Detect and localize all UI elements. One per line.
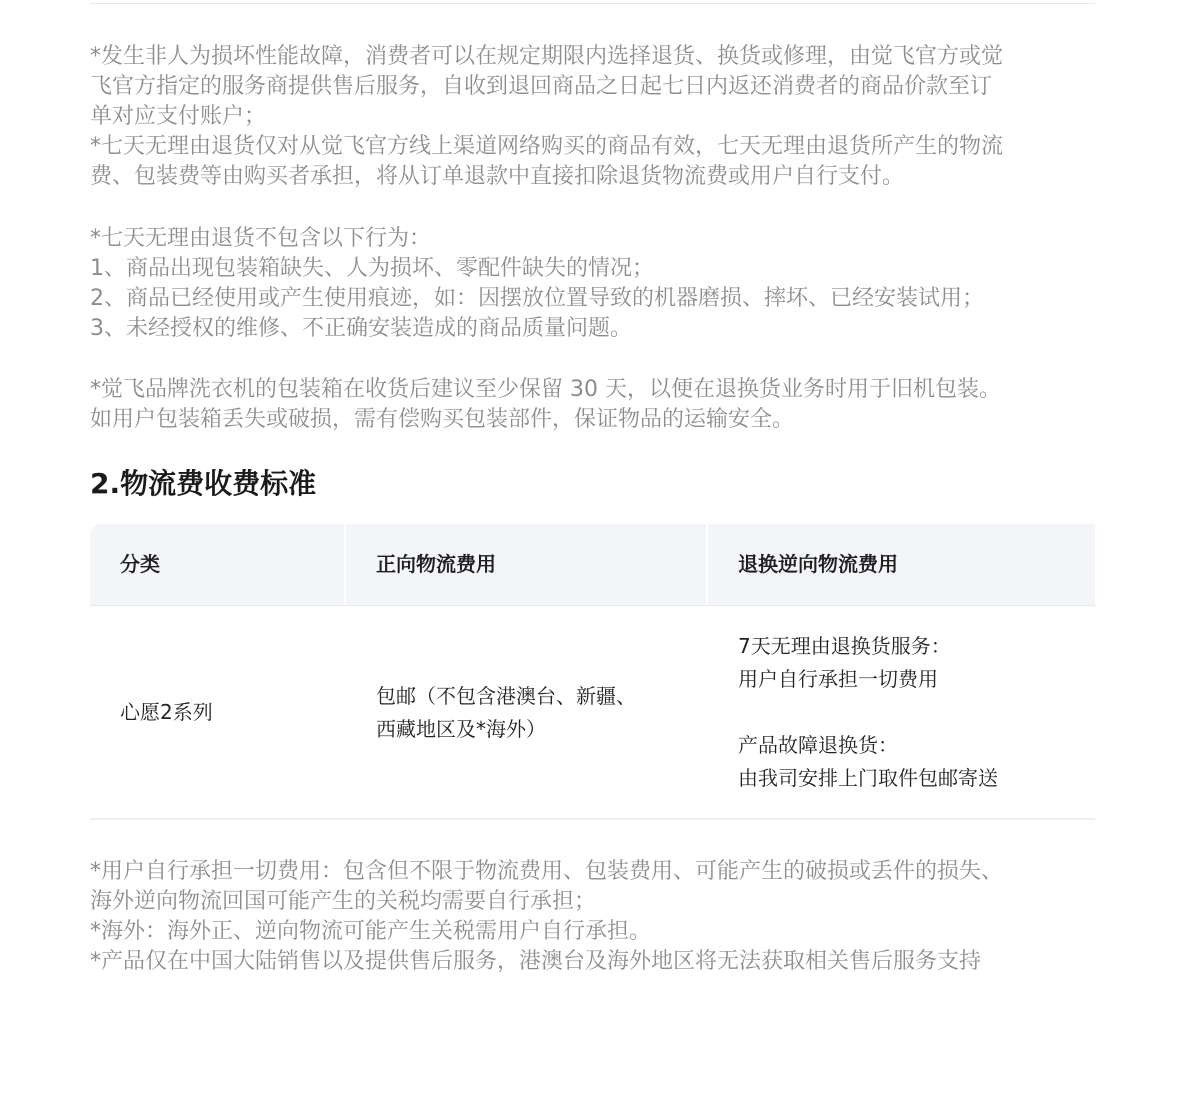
cell-forward-fee: 包邮（不包含港澳台、新疆、 西藏地区及*海外） [376,684,636,741]
column-divider [344,524,346,605]
return-policy-paragraph: *发生非人为损坏性能故障，消费者可以在规定期限内选择退货、换货或修理，由觉飞官方或觉 飞官方指定的服务商提供售后服务，自收到退回商品之日起七日内返还消费者的商品价款至订 单对应支付账户； *七天无理由退货仅对从觉飞官方线上渠道网络购买的商品有效，七天无理由退货所产生的物流 费、包装费等由购买者承担，将从订单退款中直接扣除退货物流费或用户自行支付。 [90,44,1004,189]
header-category: 分类 [120,552,160,576]
top-divider [90,3,1095,4]
section-title: 2.物流费收费标准 [90,467,317,500]
packaging-paragraph: *觉飞品牌洗衣机的包装箱在收货后建议至少保留 30 天，以便在退换货业务时用于旧机包装。 如用户包装箱丢失或破损，需有偿购买包装部件，保证物品的运输安全。 [90,377,1001,432]
column-divider [706,524,708,605]
exclusions-paragraph: *七天无理由退货不包含以下行为： 1、商品出现包装箱缺失、人为损坏、零配件缺失的情况； 2、商品已经使用或产生使用痕迹，如：因摆放位置导致的机器磨损、摔坏、已经安装试用； 3、未经授权的维修、不正确安装造成的商品质量问题。 [90,226,985,341]
table-header [90,524,1095,606]
fee-notes-paragraph: *用户自行承担一切费用：包含但不限于物流费用、包装费用、可能产生的破损或丢件的损失、 海外逆向物流回国可能产生的关税均需要自行承担； *海外：海外正、逆向物流可能产生关税需用户自行承担。 *产品仅在中国大陆销售以及提供售后服务，港澳台及海外地区将无法获取相关售后服务支持 [90,859,1004,974]
header-reverse-fee: 退换逆向物流费用 [738,552,898,576]
logistics-fee-table [90,524,1095,819]
cell-reverse-fee: 7天无理由退换货服务： 用户自行承担一切费用 产品故障退换货： 由我司安排上门取件包邮寄送 [738,634,998,790]
header-forward-fee: 正向物流费用 [376,552,496,576]
table-row [90,606,1095,820]
cell-category: 心愿2系列 [120,700,213,724]
